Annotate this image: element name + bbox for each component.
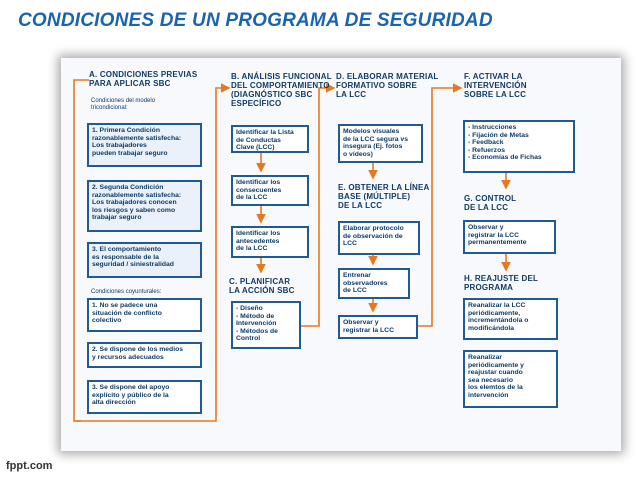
model-conditions-label: Condiciones del modelo tricondicional: bbox=[91, 98, 156, 111]
permanent-control-box: Observar y registrar la LCC permanentemente bbox=[463, 220, 556, 254]
section-c-header: C. PLANIFICAR LA ACCIÓN SBC bbox=[229, 277, 295, 295]
activate-intervention-box: - Instrucciones - Fijación de Metas - Feedback - Refuerzos - Economías de Fichas bbox=[463, 120, 575, 173]
visual-models-box: Modelos visuales de la LCC segura vs insegura (Ej. fotos o vídeos) bbox=[338, 124, 423, 163]
identify-consequents-box: Identificar los consecuentes de la LCC bbox=[231, 175, 309, 206]
section-f-header: F. ACTIVAR LA INTERVENCIÓN SOBRE LA LCC bbox=[464, 72, 527, 99]
readjust-intervention-box: Reanalizar periódicamente y reajustar cuando sea necesario los elemtos de la intervención bbox=[463, 350, 558, 408]
condition-box-3: 3. El comportamiento es responsable de la seguridad / siniestralidad bbox=[87, 242, 202, 278]
condition-box-1: 1. Primera Condición razonablemente satisfecha: Los trabajadores pueden trabajar seguro bbox=[87, 123, 202, 167]
conjunctural-box-1: 1. No se padece una situación de conflicto colectivo bbox=[87, 298, 202, 332]
conjunctural-conditions-label: Condiciones coyunturales: bbox=[91, 289, 162, 295]
identify-lcc-box: Identificar la Lista de Conductas Clave (LCC) bbox=[231, 125, 309, 153]
identify-antecedents-box: Identificar los antecedentes de la LCC bbox=[231, 226, 309, 258]
section-d-header: D. ELABORAR MATERIAL FORMATIVO SOBRE LA LCC bbox=[336, 72, 439, 99]
diagram-board bbox=[61, 58, 621, 451]
connector-c-to-d bbox=[301, 88, 334, 326]
section-a-header: A. CONDICIONES PREVIAS PARA APLICAR SBC bbox=[89, 70, 198, 88]
plan-action-box: - Diseño - Método de Intervención - Métodos de Control bbox=[231, 301, 301, 349]
train-observers-box: Entrenar observadores de LCC bbox=[338, 268, 410, 299]
footer-brand[interactable]: fppt.com bbox=[6, 460, 53, 472]
observe-register-box: Observar y registrar la LCC bbox=[338, 315, 418, 339]
section-e-header: E. OBTENER LA LÍNEA BASE (MÚLTIPLE) DE LA LCC bbox=[338, 183, 430, 210]
section-h-header: H. REAJUSTE DEL PROGRAMA bbox=[464, 274, 539, 292]
reanalyze-lcc-box: Reanalizar la LCC periódicamente, incrementándola o modificándola bbox=[463, 298, 558, 340]
section-g-header: G. CONTROL DE LA LCC bbox=[464, 194, 517, 212]
conjunctural-box-3: 3. Se dispone del apoyo explícito y público de la alta dirección bbox=[87, 380, 202, 414]
slide-title: CONDICIONES DE UN PROGRAMA DE SEGURIDAD bbox=[18, 10, 493, 31]
condition-box-2: 2. Segunda Condición razonablemente satisfecha: Los trabajadores conocen los riesgos y saben como trabajar seguro bbox=[87, 180, 202, 232]
observation-protocol-box: Elaborar protocolo de observación de LCC bbox=[338, 221, 420, 255]
conjunctural-box-2: 2. Se dispone de los medios y recursos adecuados bbox=[87, 342, 202, 368]
section-b-header: B. ANÁLISIS FUNCIONAL DEL COMPORTAMIENTO (DIAGNÓSTICO SBC ESPECÍFICO bbox=[231, 72, 332, 108]
